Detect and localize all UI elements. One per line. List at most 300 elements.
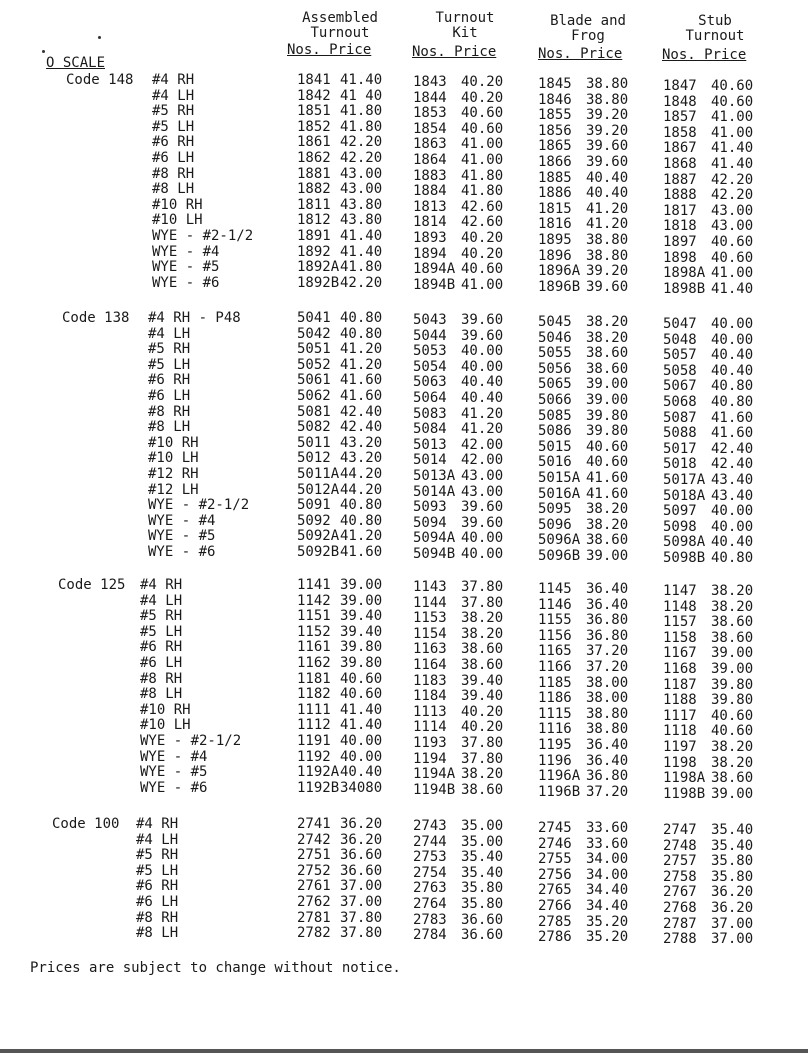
part-number-cell: 1897: [663, 234, 697, 250]
price-cell: 40.60: [711, 234, 754, 250]
turnout-size-label: #8 RH: [140, 671, 183, 687]
table-row: [0, 150, 808, 172]
part-number-cell: 2754: [413, 865, 447, 881]
part-number-cell: 5092B: [297, 544, 340, 560]
price-cell: 40.80: [711, 378, 754, 394]
price-cell: 43.80: [340, 197, 383, 213]
price-cell: 36.80: [586, 768, 629, 784]
price-cell: 38.80: [586, 232, 629, 248]
price-cell: 35.40: [461, 849, 504, 865]
table-row: [0, 228, 808, 250]
header-assembled: [280, 11, 400, 41]
price-cell: 39.60: [461, 499, 504, 515]
part-number-cell: 1193: [413, 735, 447, 751]
turnout-size-label: #8 LH: [140, 686, 183, 702]
price-cell: 42.40: [711, 456, 754, 472]
turnout-size-label: #8 LH: [136, 925, 179, 941]
part-number-cell: 5085: [538, 408, 572, 424]
table-row: [0, 181, 808, 203]
part-number-cell: 2788: [663, 931, 697, 947]
part-number-cell: 1144: [413, 595, 447, 611]
price-cell: 35.20: [586, 914, 629, 930]
part-number-cell: 1112: [297, 717, 331, 733]
price-cell: 43.40: [711, 472, 754, 488]
part-number-cell: 1154: [413, 626, 447, 642]
part-number-cell: 2743: [413, 818, 447, 834]
part-number-cell: 1163: [413, 641, 447, 657]
price-cell: 40.40: [586, 170, 629, 186]
table-row: [0, 863, 808, 885]
price-cell: 38.60: [711, 614, 754, 630]
part-number-cell: 2767: [663, 884, 697, 900]
turnout-size-label: #5 RH: [140, 608, 183, 624]
price-cell: 42.20: [340, 134, 383, 150]
table-row: [0, 925, 808, 947]
price-cell: 40.80: [340, 326, 383, 342]
price-cell: 38.20: [586, 501, 629, 517]
part-number-cell: 2768: [663, 900, 697, 916]
price-cell: 37.00: [711, 931, 754, 947]
punch-mark: [42, 50, 45, 53]
part-number-cell: 5048: [663, 332, 697, 348]
part-number-cell: 1843: [413, 74, 447, 90]
price-cell: 40.00: [461, 530, 504, 546]
price-cell: 37.00: [340, 894, 383, 910]
table-row: [0, 310, 808, 332]
part-number-cell: 1898: [663, 250, 697, 266]
turnout-size-label: #8 RH: [152, 166, 195, 182]
price-cell: 40.20: [461, 230, 504, 246]
table-row: [0, 435, 808, 457]
part-number-cell: 5016A: [538, 486, 581, 502]
price-cell: 38.20: [586, 314, 629, 330]
part-number-cell: 2782: [297, 925, 331, 941]
price-cell: 38.00: [586, 690, 629, 706]
price-cell: 39.60: [586, 138, 629, 154]
price-cell: 35.00: [461, 818, 504, 834]
turnout-size-label: #6 LH: [140, 655, 183, 671]
price-cell: 40.20: [461, 704, 504, 720]
price-cell: 38.80: [586, 248, 629, 264]
part-number-cell: 1886: [538, 185, 572, 201]
part-number-cell: 1195: [538, 737, 572, 753]
table-row: [0, 544, 808, 566]
part-number-cell: 1892A: [297, 259, 340, 275]
part-number-cell: 1861: [297, 134, 331, 150]
table-row: [0, 244, 808, 266]
price-cell: 39.60: [461, 515, 504, 531]
part-number-cell: 5064: [413, 390, 447, 406]
price-cell: 42.60: [461, 199, 504, 215]
part-number-cell: 1192B: [297, 780, 340, 796]
price-cell: 42.40: [711, 441, 754, 457]
price-cell: 43.00: [340, 166, 383, 182]
part-number-cell: 1845: [538, 76, 572, 92]
part-number-cell: 1115: [538, 706, 572, 722]
price-cell: 43.00: [711, 203, 754, 219]
part-number-cell: 5098: [663, 519, 697, 535]
table-row: [0, 212, 808, 234]
price-cell: 37.20: [586, 784, 629, 800]
part-number-cell: 1896A: [538, 263, 581, 279]
table-row: [0, 749, 808, 771]
price-cell: 37.80: [461, 579, 504, 595]
turnout-size-label: #12 LH: [148, 482, 199, 498]
price-cell: 38.60: [461, 641, 504, 657]
part-number-cell: 5013: [413, 437, 447, 453]
part-number-cell: 1813: [413, 199, 447, 215]
part-number-cell: 5055: [538, 345, 572, 361]
part-number-cell: 5011: [297, 435, 331, 451]
part-number-cell: 1846: [538, 92, 572, 108]
part-number-cell: 1867: [663, 140, 697, 156]
price-cell: 43.00: [461, 468, 504, 484]
price-cell: 40.20: [461, 90, 504, 106]
part-number-cell: 1848: [663, 94, 697, 110]
price-cell: 40.60: [340, 671, 383, 687]
table-row: [0, 275, 808, 297]
part-number-cell: 1818: [663, 218, 697, 234]
part-number-cell: 1892B: [297, 275, 340, 291]
part-number-cell: 5081: [297, 404, 331, 420]
price-cell: 39.80: [711, 692, 754, 708]
price-cell: 34.40: [586, 898, 629, 914]
price-cell: 37.00: [711, 916, 754, 932]
part-number-cell: 1186: [538, 690, 572, 706]
price-cell: 34.40: [586, 882, 629, 898]
part-number-cell: 1167: [663, 645, 697, 661]
price-cell: 34080: [340, 780, 383, 796]
part-number-cell: 5017A: [663, 472, 706, 488]
part-number-cell: 2751: [297, 847, 331, 863]
part-number-cell: 1882: [297, 181, 331, 197]
table-row: [0, 326, 808, 348]
price-cell: 39.80: [340, 655, 383, 671]
price-cell: 41.40: [340, 244, 383, 260]
part-number-cell: 2742: [297, 832, 331, 848]
part-number-cell: 1865: [538, 138, 572, 154]
price-cell: 41.60: [340, 544, 383, 560]
part-number-cell: 5087: [663, 410, 697, 426]
turnout-size-label: WYE - #6: [140, 780, 208, 796]
price-cell: 40.60: [711, 78, 754, 94]
price-cell: 40.00: [711, 519, 754, 535]
turnout-size-label: #4 LH: [136, 832, 179, 848]
price-cell: 41.80: [340, 103, 383, 119]
part-number-cell: 5053: [413, 343, 447, 359]
price-cell: 43.40: [711, 488, 754, 504]
price-cell: 44.20: [340, 466, 383, 482]
turnout-size-label: #6 RH: [140, 639, 183, 655]
turnout-size-label: #5 LH: [148, 357, 191, 373]
part-number-cell: 1898A: [663, 265, 706, 281]
price-cell: 42.20: [711, 187, 754, 203]
part-number-cell: 2755: [538, 851, 572, 867]
price-cell: 43.20: [340, 450, 383, 466]
part-number-cell: 1152: [297, 624, 331, 640]
turnout-size-label: WYE - #6: [152, 275, 220, 291]
price-cell: 40.60: [586, 439, 629, 455]
price-cell: 39.20: [586, 263, 629, 279]
price-cell: 38.60: [586, 345, 629, 361]
table-row: [0, 88, 808, 110]
part-number-cell: 2753: [413, 849, 447, 865]
part-number-cell: 1885: [538, 170, 572, 186]
bottom-edge: [0, 1049, 808, 1053]
part-number-cell: 5016: [538, 454, 572, 470]
price-cell: 41.00: [461, 277, 504, 293]
price-cell: 40.80: [340, 513, 383, 529]
table-row: [0, 910, 808, 932]
part-number-cell: 5052: [297, 357, 331, 373]
table-row: [0, 166, 808, 188]
price-cell: 33.60: [586, 820, 629, 836]
price-cell: 41 40: [340, 88, 383, 104]
part-number-cell: 5012: [297, 450, 331, 466]
price-cell: 40.00: [711, 503, 754, 519]
part-number-cell: 1116: [538, 721, 572, 737]
price-cell: 38.20: [586, 330, 629, 346]
part-number-cell: 5066: [538, 392, 572, 408]
part-number-cell: 1191: [297, 733, 331, 749]
price-cell: 40.20: [461, 719, 504, 735]
part-number-cell: 5083: [413, 406, 447, 422]
turnout-size-label: #6 LH: [152, 150, 195, 166]
turnout-size-label: #4 LH: [148, 326, 191, 342]
table-row: [0, 671, 808, 693]
price-cell: 39.00: [586, 376, 629, 392]
price-cell: 35.80: [711, 853, 754, 869]
price-cell: 40.60: [461, 261, 504, 277]
part-number-cell: 1194B: [413, 782, 456, 798]
part-number-cell: 5096A: [538, 532, 581, 548]
part-number-cell: 2758: [663, 869, 697, 885]
price-cell: 41.80: [340, 119, 383, 135]
price-cell: 43.80: [340, 212, 383, 228]
turnout-size-label: #6 LH: [136, 894, 179, 910]
turnout-size-label: #5 RH: [148, 341, 191, 357]
part-number-cell: 5094A: [413, 530, 456, 546]
table-row: [0, 72, 808, 94]
table-row: [0, 733, 808, 755]
price-cell: 35.40: [711, 838, 754, 854]
part-number-cell: 5051: [297, 341, 331, 357]
turnout-size-label: WYE - #4: [148, 513, 216, 529]
price-cell: 36.60: [461, 912, 504, 928]
part-number-cell: 2752: [297, 863, 331, 879]
subheader-nos-price: Nos. Price: [412, 44, 497, 60]
price-cell: 39.00: [711, 661, 754, 677]
table-row: [0, 593, 808, 615]
table-row: [0, 197, 808, 219]
header-blade-frog: [528, 14, 648, 44]
part-number-cell: 1895: [538, 232, 572, 248]
part-number-cell: 1157: [663, 614, 697, 630]
part-number-cell: 1165: [538, 643, 572, 659]
price-cell: 43.00: [340, 181, 383, 197]
price-cell: 36.60: [340, 847, 383, 863]
price-cell: 42.40: [340, 404, 383, 420]
part-number-cell: 2764: [413, 896, 447, 912]
price-cell: 41.20: [461, 421, 504, 437]
price-cell: 41.40: [711, 281, 754, 297]
price-cell: 40.40: [340, 764, 383, 780]
part-number-cell: 5047: [663, 316, 697, 332]
part-number-cell: 1117: [663, 708, 697, 724]
table-row: [0, 528, 808, 550]
price-cell: 35.20: [586, 929, 629, 945]
part-number-cell: 1166: [538, 659, 572, 675]
turnout-size-label: #10 LH: [148, 450, 199, 466]
part-number-cell: 1852: [297, 119, 331, 135]
part-number-cell: 1182: [297, 686, 331, 702]
price-cell: 41.60: [586, 470, 629, 486]
price-cell: 36.60: [340, 863, 383, 879]
turnout-size-label: #4 RH: [136, 816, 179, 832]
part-number-cell: 1198: [663, 755, 697, 771]
part-number-cell: 2766: [538, 898, 572, 914]
part-number-cell: 5094B: [413, 546, 456, 562]
header-line: Blade and: [550, 13, 626, 29]
price-cell: 37.20: [586, 643, 629, 659]
price-cell: 36.80: [586, 612, 629, 628]
subheader-nos-price: Nos. Price: [287, 42, 372, 58]
table-row: [0, 119, 808, 141]
price-cell: 39.40: [340, 624, 383, 640]
price-cell: 39.00: [586, 548, 629, 564]
section-code-label: Code 148: [66, 72, 134, 88]
turnout-size-label: #4 RH: [140, 577, 183, 593]
turnout-size-label: WYE - #4: [152, 244, 220, 260]
table-row: [0, 372, 808, 394]
part-number-cell: 2741: [297, 816, 331, 832]
part-number-cell: 1815: [538, 201, 572, 217]
price-cell: 40.80: [711, 550, 754, 566]
part-number-cell: 1188: [663, 692, 697, 708]
price-cell: 42.20: [340, 275, 383, 291]
part-number-cell: 5098A: [663, 534, 706, 550]
part-number-cell: 5062: [297, 388, 331, 404]
part-number-cell: 1868: [663, 156, 697, 172]
part-number-cell: 1194A: [413, 766, 456, 782]
price-cell: 41.60: [711, 425, 754, 441]
price-cell: 40.40: [586, 185, 629, 201]
price-cell: 41.40: [340, 717, 383, 733]
turnout-size-label: #6 LH: [148, 388, 191, 404]
part-number-cell: 1894: [413, 246, 447, 262]
price-cell: 38.60: [586, 532, 629, 548]
price-cell: 35.80: [461, 880, 504, 896]
price-cell: 40.00: [461, 359, 504, 375]
part-number-cell: 1892: [297, 244, 331, 260]
price-cell: 41.60: [586, 486, 629, 502]
header-line: Turnout: [685, 28, 745, 44]
price-cell: 41.40: [340, 72, 383, 88]
price-cell: 36.20: [340, 816, 383, 832]
table-row: [0, 764, 808, 786]
price-cell: 36.40: [586, 581, 629, 597]
part-number-cell: 2783: [413, 912, 447, 928]
price-cell: 40.40: [711, 347, 754, 363]
header-stub: [655, 14, 775, 44]
part-number-cell: 1814: [413, 214, 447, 230]
part-number-cell: 2763: [413, 880, 447, 896]
table-row: [0, 357, 808, 379]
part-number-cell: 1888: [663, 187, 697, 203]
price-cell: 41.80: [340, 259, 383, 275]
price-cell: 37.80: [461, 735, 504, 751]
header-line: Kit: [452, 25, 478, 41]
part-number-cell: 1898B: [663, 281, 706, 297]
price-cell: 35.80: [711, 869, 754, 885]
part-number-cell: 5067: [663, 378, 697, 394]
price-cell: 41.80: [461, 183, 504, 199]
part-number-cell: 1812: [297, 212, 331, 228]
part-number-cell: 1866: [538, 154, 572, 170]
part-number-cell: 2762: [297, 894, 331, 910]
part-number-cell: 2781: [297, 910, 331, 926]
part-number-cell: 5094: [413, 515, 447, 531]
price-cell: 41.60: [340, 372, 383, 388]
part-number-cell: 5014: [413, 452, 447, 468]
part-number-cell: 5088: [663, 425, 697, 441]
table-row: [0, 639, 808, 661]
part-number-cell: 1158: [663, 630, 697, 646]
price-cell: 41.20: [340, 528, 383, 544]
turnout-size-label: #4 LH: [140, 593, 183, 609]
part-number-cell: 1198A: [663, 770, 706, 786]
price-cell: 39.60: [461, 328, 504, 344]
price-cell: 35.80: [461, 896, 504, 912]
part-number-cell: 2745: [538, 820, 572, 836]
table-row: [0, 702, 808, 724]
price-cell: 39.80: [711, 677, 754, 693]
price-cell: 40.40: [711, 363, 754, 379]
part-number-cell: 1161: [297, 639, 331, 655]
price-cell: 37.80: [461, 751, 504, 767]
table-row: [0, 341, 808, 363]
part-number-cell: 1162: [297, 655, 331, 671]
part-number-cell: 2784: [413, 927, 447, 943]
price-cell: 40.20: [461, 74, 504, 90]
table-row: [0, 388, 808, 410]
part-number-cell: 1862: [297, 150, 331, 166]
part-number-cell: 5092: [297, 513, 331, 529]
section-code-label: Code 100: [52, 816, 120, 832]
part-number-cell: 5084: [413, 421, 447, 437]
price-cell: 41.00: [461, 136, 504, 152]
part-number-cell: 1856: [538, 123, 572, 139]
part-number-cell: 5042: [297, 326, 331, 342]
scale-label: O SCALE: [46, 55, 106, 71]
part-number-cell: 5015: [538, 439, 572, 455]
price-cell: 43.20: [340, 435, 383, 451]
part-number-cell: 1192A: [297, 764, 340, 780]
turnout-size-label: WYE - #5: [148, 528, 216, 544]
footnote: Prices are subject to change without notice.: [30, 960, 401, 976]
section-code-label: Code 125: [58, 577, 126, 593]
part-number-cell: 5044: [413, 328, 447, 344]
part-number-cell: 5093: [413, 499, 447, 515]
price-cell: 43.00: [461, 484, 504, 500]
turnout-size-label: #8 RH: [148, 404, 191, 420]
part-number-cell: 1844: [413, 90, 447, 106]
part-number-cell: 5098B: [663, 550, 706, 566]
turnout-size-label: WYE - #2-1/2: [148, 497, 250, 513]
part-number-cell: 5096: [538, 517, 572, 533]
table-row: [0, 404, 808, 426]
price-cell: 40.40: [461, 390, 504, 406]
